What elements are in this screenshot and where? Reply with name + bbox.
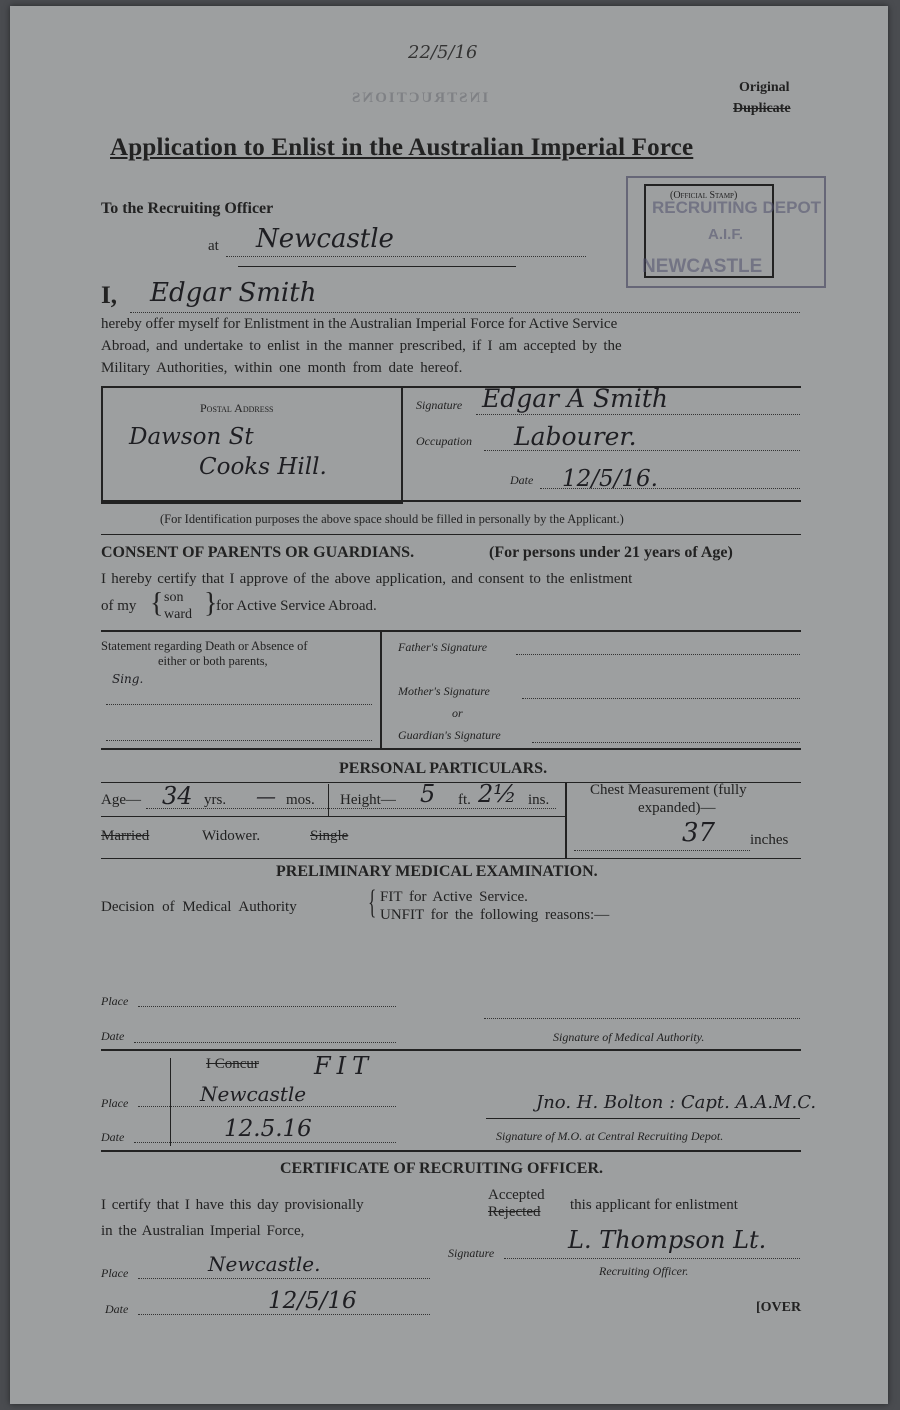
address-line-2: Cooks Hill. <box>199 454 327 480</box>
particulars-divider <box>565 782 567 858</box>
statement-value: Sing. <box>112 672 144 686</box>
particulars-mid-line <box>101 816 565 817</box>
postal-address-label: Postal Address <box>200 401 274 415</box>
certificate-date-label: Date <box>105 1302 129 1316</box>
height-feet: 5 <box>420 780 436 808</box>
fit-option: FIT for Active Service. <box>380 889 528 905</box>
medical-signature-line <box>484 1018 800 1019</box>
chest-line <box>574 850 750 851</box>
age-height-line <box>146 808 556 809</box>
chest-label-2: expanded)— <box>638 800 716 816</box>
certificate-text-1: I certify that I have this day provisionally <box>101 1197 364 1213</box>
at-label: at <box>208 238 219 254</box>
consent-age-note: (For persons under 21 years of Age) <box>489 544 733 561</box>
officer-signature: L. Thompson Lt. <box>568 1226 767 1254</box>
name-line <box>130 312 800 313</box>
depot-date-line <box>134 1142 396 1143</box>
ft-label: ft. <box>458 792 471 808</box>
copy-original-label: Original <box>739 80 790 95</box>
inches-label: inches <box>750 832 789 848</box>
age-label: Age— <box>101 792 141 808</box>
address-line-1: Dawson St <box>129 424 254 450</box>
medical-place-label: Place <box>101 994 129 1008</box>
of-my-label: of my <box>101 598 137 614</box>
chest-measurement: 37 <box>682 818 716 848</box>
medical-place-line <box>138 1006 396 1007</box>
ins-label: ins. <box>528 792 550 808</box>
consent-box-divider <box>380 630 382 750</box>
postal-address-box <box>101 386 403 504</box>
mo-signature-caption: Signature of M.O. at Central Recruiting Depot. <box>496 1129 724 1143</box>
certificate-place-line <box>138 1278 430 1279</box>
applicant-signature: Edgar A Smith <box>482 384 669 413</box>
father-signature-line <box>516 654 800 655</box>
widower-option: Widower. <box>202 828 261 844</box>
single-option: Single <box>310 828 349 844</box>
copy-duplicate-label: Duplicate <box>733 101 791 116</box>
age-height-divider <box>328 784 329 816</box>
official-stamp-label: (Official Stamp) <box>670 190 738 201</box>
consent-heading: CONSENT OF PARENTS OR GUARDIANS. <box>101 544 415 561</box>
accepted-option: Accepted <box>488 1187 545 1203</box>
certificate-date: 12/5/16 <box>268 1288 357 1314</box>
ward-option: ward <box>164 607 192 622</box>
declaration-line-2: Abroad, and undertake to enlist in the manner prescribed, if I am accepted by the <box>101 338 622 354</box>
medical-heading: PRELIMINARY MEDICAL EXAMINATION. <box>276 863 598 880</box>
instructions-bleed-through: INSTRUCTIONS <box>350 90 489 106</box>
signature-line <box>476 414 800 415</box>
statement-label-1: Statement regarding Death or Absence of <box>101 639 308 653</box>
depot-place-label: Place <box>101 1096 129 1110</box>
mo-signature: Jno. H. Bolton : Capt. A.A.M.C. <box>536 1092 817 1113</box>
officer-signature-label: Signature <box>448 1246 495 1260</box>
depot-place: Newcastle <box>200 1082 307 1106</box>
particulars-bottom-line <box>101 858 801 859</box>
concur-label: I Concur <box>206 1056 259 1072</box>
applicant-occupation: Labourer. <box>514 422 637 451</box>
married-option: Married <box>101 828 150 844</box>
mother-signature-line <box>522 698 800 699</box>
brace-left: { <box>150 588 164 619</box>
or-label: or <box>452 706 463 720</box>
father-signature-label: Father's Signature <box>398 640 488 654</box>
depot-place-line <box>138 1106 396 1107</box>
age-years: 34 <box>162 782 193 810</box>
consent-certify-line-1: I hereby certify that I approve of the above application, and consent to the enlistment <box>101 571 633 587</box>
depot-fit-decision: FIT <box>314 1052 375 1080</box>
identification-note: (For Identification purposes the above space should be filled in personally by the Applicant.) <box>160 512 624 526</box>
form-title: Application to Enlist in the Australian Imperial Force <box>110 134 694 161</box>
particulars-heading: PERSONAL PARTICULARS. <box>339 760 548 777</box>
certificate-text-3: in the Australian Imperial Force, <box>101 1223 305 1239</box>
date-line <box>540 488 800 489</box>
location-underline <box>238 266 516 267</box>
brace-right: } <box>204 588 218 619</box>
application-date: 12/5/16. <box>562 466 658 492</box>
statement-line-1 <box>106 704 372 705</box>
occupation-label: Occupation <box>416 434 472 448</box>
date-label: Date <box>510 473 534 487</box>
certificate-date-line <box>138 1314 430 1315</box>
medical-date-label: Date <box>101 1029 125 1043</box>
recruiting-depot-stamp <box>626 176 826 288</box>
medical-decision-label: Decision of Medical Authority <box>101 899 297 915</box>
enlistment-form <box>10 6 888 1404</box>
son-option: son <box>164 590 184 605</box>
recruiting-officer-caption: Recruiting Officer. <box>599 1264 689 1278</box>
section-divider-1 <box>101 534 801 535</box>
guardian-signature-line <box>532 742 800 743</box>
chest-label-1: Chest Measurement (fully <box>590 782 747 798</box>
over-label: [OVER <box>756 1300 802 1315</box>
age-months: — <box>256 784 276 808</box>
medical-date-line <box>134 1042 396 1043</box>
yrs-label: yrs. <box>204 792 227 808</box>
to-recruiting-officer: To the Recruiting Officer <box>101 200 274 217</box>
statement-line-2 <box>106 740 372 741</box>
unfit-option: UNFIT for the following reasons:— <box>380 907 610 923</box>
i-label: I, <box>101 282 117 309</box>
occupation-line <box>484 450 800 451</box>
section-divider-3 <box>101 1150 801 1152</box>
signature-label: Signature <box>416 398 463 412</box>
applicant-name: Edgar Smith <box>150 278 317 308</box>
consent-certify-line-2: for Active Service Abroad. <box>216 598 377 614</box>
consent-box-top <box>101 630 801 632</box>
medical-signature-caption: Signature of Medical Authority. <box>553 1030 705 1044</box>
stamp-line-3: NEWCASTLE <box>642 256 763 277</box>
height-label: Height— <box>340 792 396 808</box>
declaration-line-3: Military Authorities, within one month from date hereof. <box>101 360 463 376</box>
consent-box-bottom <box>101 748 801 750</box>
depot-date: 12.5.16 <box>224 1116 312 1142</box>
section-divider-2 <box>101 1049 801 1051</box>
certificate-place: Newcastle. <box>208 1252 321 1276</box>
enlistment-location: Newcastle <box>256 224 394 254</box>
stamp-line-2: A.I.F. <box>708 226 744 243</box>
statement-label-2: either or both parents, <box>158 654 268 668</box>
rejected-option: Rejected <box>488 1204 541 1220</box>
signature-box-bottom <box>101 500 801 502</box>
depot-date-label: Date <box>101 1130 125 1144</box>
depot-left-rule <box>170 1058 171 1146</box>
certificate-place-label: Place <box>101 1266 129 1280</box>
officer-signature-line <box>504 1258 800 1259</box>
mo-signature-line <box>486 1118 800 1119</box>
height-inches: 2½ <box>478 780 517 808</box>
decision-brace: { <box>368 884 377 921</box>
handwritten-date-note: 22/5/16 <box>408 42 478 63</box>
mos-label: mos. <box>286 792 315 808</box>
location-line <box>226 256 586 257</box>
declaration-line-1: hereby offer myself for Enlistment in the Australian Imperial Force for Active Service <box>101 316 618 332</box>
certificate-text-2: this applicant for enlistment <box>570 1197 738 1213</box>
mother-signature-label: Mother's Signature <box>398 684 490 698</box>
certificate-heading: CERTIFICATE OF RECRUITING OFFICER. <box>280 1160 604 1177</box>
guardian-signature-label: Guardian's Signature <box>398 728 501 742</box>
stamp-line-1: RECRUITING DEPOT <box>652 198 822 217</box>
